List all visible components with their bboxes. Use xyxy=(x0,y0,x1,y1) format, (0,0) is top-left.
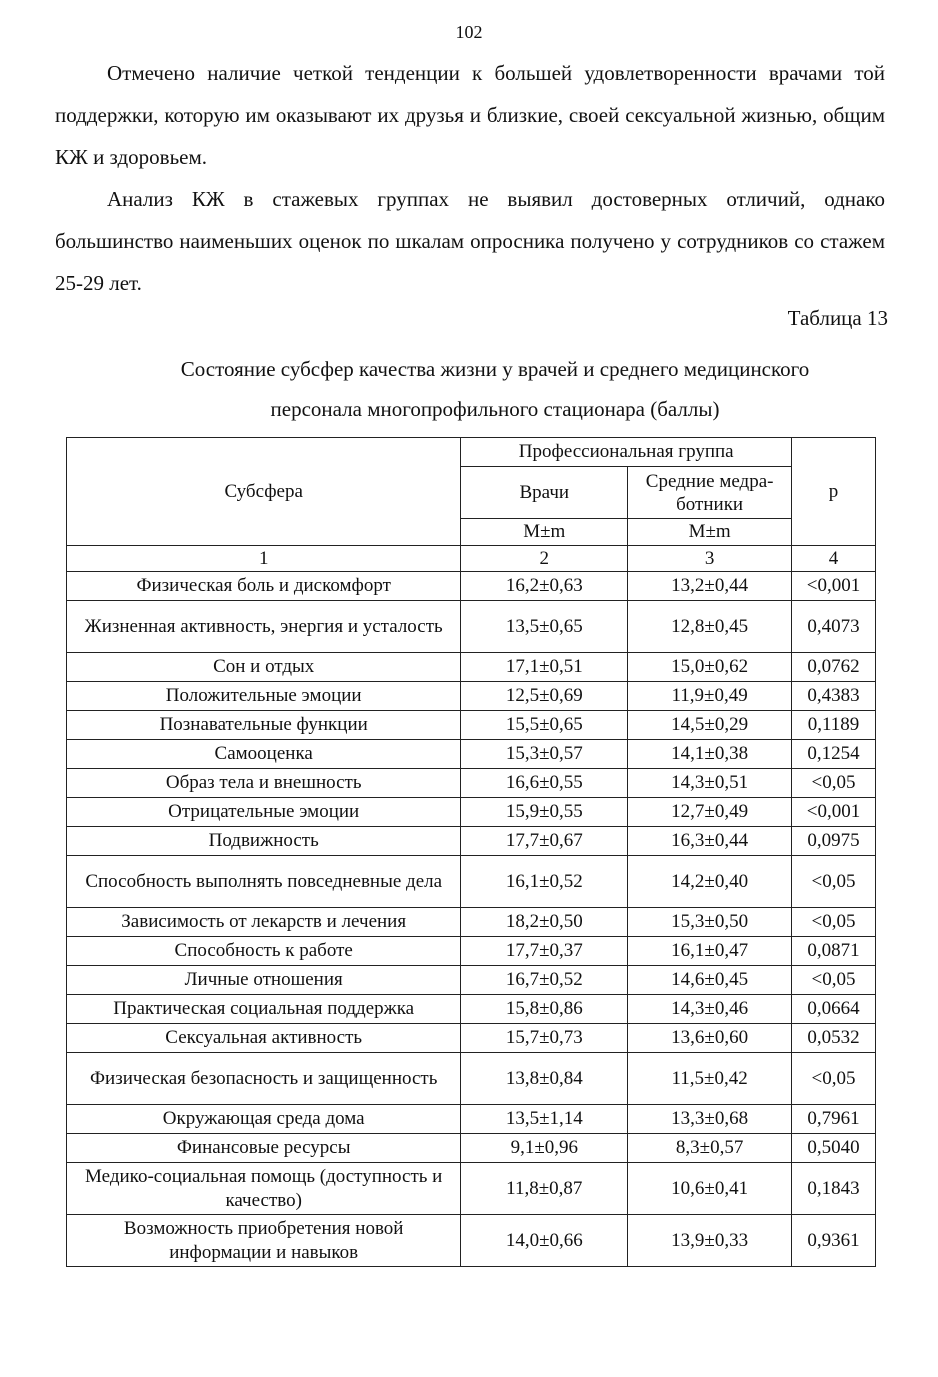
cell-doctors: 16,7±0,52 xyxy=(461,966,628,995)
cell-doctors: 12,5±0,69 xyxy=(461,682,628,711)
cell-p-value: 0,1254 xyxy=(792,740,876,769)
table-title xyxy=(90,349,900,429)
cell-subsphere: Сон и отдых xyxy=(67,653,461,682)
cell-doctors: 17,7±0,67 xyxy=(461,827,628,856)
cell-p-value: 0,4073 xyxy=(792,601,876,653)
cell-p-value: 0,5040 xyxy=(792,1134,876,1163)
cell-doctors: 9,1±0,96 xyxy=(461,1134,628,1163)
cell-p-value: <0,001 xyxy=(792,798,876,827)
table-title-line-1: Состояние субсфер качества жизни у врачей и среднего медицинского xyxy=(180,357,810,381)
cell-subsphere: Положительные эмоции xyxy=(67,682,461,711)
cell-p-value: <0,05 xyxy=(792,1053,876,1105)
cell-subsphere: Окружающая среда дома xyxy=(67,1105,461,1134)
cell-subsphere: Подвижность xyxy=(67,827,461,856)
cell-p-value: 0,9361 xyxy=(792,1215,876,1267)
paragraph-1: Отмечено наличие четкой тенденции к большей удовлетворенности врачами той поддержки, которую им оказывают их друзья и близкие, своей сексуальной жизнью, общим КЖ и здоровьем. xyxy=(55,61,885,169)
table-title-line-2: персонала многопрофильного стационара (баллы) xyxy=(270,397,720,421)
cell-nurses: 15,0±0,62 xyxy=(628,653,792,682)
cell-p-value: 0,1843 xyxy=(792,1163,876,1215)
page-number: 102 xyxy=(455,22,483,42)
cell-p-value: 0,0532 xyxy=(792,1024,876,1053)
cell-subsphere: Практическая социальная поддержка xyxy=(67,995,461,1024)
table-row xyxy=(67,601,876,653)
cell-doctors: 14,0±0,66 xyxy=(461,1215,628,1267)
cell-nurses: 14,6±0,45 xyxy=(628,966,792,995)
cell-subsphere: Самооценка xyxy=(67,740,461,769)
header-professional-group: Профессиональная группа xyxy=(461,438,792,467)
cell-nurses: 14,3±0,46 xyxy=(628,995,792,1024)
cell-subsphere: Медико-социальная помощь (доступность и качество) xyxy=(67,1163,461,1215)
cell-nurses: 13,9±0,33 xyxy=(628,1215,792,1267)
cell-subsphere: Способность выполнять повседневные дела xyxy=(67,856,461,908)
cell-p-value: 0,0664 xyxy=(792,995,876,1024)
table-row xyxy=(67,653,876,682)
column-number-1: 1 xyxy=(67,546,461,572)
header-row-numbers xyxy=(67,546,876,572)
cell-subsphere: Способность к работе xyxy=(67,937,461,966)
cell-p-value: 0,0762 xyxy=(792,653,876,682)
cell-nurses: 12,8±0,45 xyxy=(628,601,792,653)
cell-doctors: 15,9±0,55 xyxy=(461,798,628,827)
cell-subsphere: Физическая безопасность и защищенность xyxy=(67,1053,461,1105)
cell-doctors: 17,1±0,51 xyxy=(461,653,628,682)
cell-p-value: <0,05 xyxy=(792,769,876,798)
cell-nurses: 12,7±0,49 xyxy=(628,798,792,827)
cell-nurses: 13,3±0,68 xyxy=(628,1105,792,1134)
cell-p-value: 0,7961 xyxy=(792,1105,876,1134)
cell-doctors: 16,1±0,52 xyxy=(461,856,628,908)
cell-p-value: <0,001 xyxy=(792,572,876,601)
cell-nurses: 14,1±0,38 xyxy=(628,740,792,769)
table-row xyxy=(67,827,876,856)
cell-subsphere: Познавательные функции xyxy=(67,711,461,740)
table-row xyxy=(67,856,876,908)
table-row xyxy=(67,740,876,769)
table-row xyxy=(67,966,876,995)
cell-nurses: 16,3±0,44 xyxy=(628,827,792,856)
table-row xyxy=(67,769,876,798)
cell-nurses: 14,3±0,51 xyxy=(628,769,792,798)
header-row-group xyxy=(67,438,876,467)
table-row xyxy=(67,1024,876,1053)
table-row xyxy=(67,1215,876,1267)
cell-nurses: 14,5±0,29 xyxy=(628,711,792,740)
cell-nurses: 13,6±0,60 xyxy=(628,1024,792,1053)
cell-p-value: 0,1189 xyxy=(792,711,876,740)
data-table xyxy=(66,437,876,1267)
cell-doctors: 13,5±1,14 xyxy=(461,1105,628,1134)
table-row xyxy=(67,937,876,966)
cell-p-value: 0,4383 xyxy=(792,682,876,711)
cell-p-value: <0,05 xyxy=(792,856,876,908)
cell-doctors: 13,8±0,84 xyxy=(461,1053,628,1105)
cell-doctors: 16,6±0,55 xyxy=(461,769,628,798)
column-number-4: 4 xyxy=(792,546,876,572)
header-stat-nurses: M±m xyxy=(628,519,792,546)
cell-nurses: 14,2±0,40 xyxy=(628,856,792,908)
cell-nurses: 11,9±0,49 xyxy=(628,682,792,711)
cell-subsphere: Личные отношения xyxy=(67,966,461,995)
cell-doctors: 17,7±0,37 xyxy=(461,937,628,966)
cell-doctors: 15,5±0,65 xyxy=(461,711,628,740)
cell-doctors: 18,2±0,50 xyxy=(461,908,628,937)
cell-nurses: 13,2±0,44 xyxy=(628,572,792,601)
table-row xyxy=(67,1105,876,1134)
cell-p-value: <0,05 xyxy=(792,966,876,995)
cell-doctors: 15,7±0,73 xyxy=(461,1024,628,1053)
cell-subsphere: Зависимость от лекарств и лечения xyxy=(67,908,461,937)
column-number-3: 3 xyxy=(628,546,792,572)
cell-p-value: 0,0871 xyxy=(792,937,876,966)
header-nurses: Средние медра-ботники xyxy=(628,467,792,519)
column-number-2: 2 xyxy=(461,546,628,572)
cell-doctors: 16,2±0,63 xyxy=(461,572,628,601)
cell-nurses: 15,3±0,50 xyxy=(628,908,792,937)
table-row xyxy=(67,908,876,937)
cell-p-value: <0,05 xyxy=(792,908,876,937)
cell-subsphere: Возможность приобретения новой информации и навыков xyxy=(67,1215,461,1267)
header-p: p xyxy=(792,438,876,546)
cell-subsphere: Образ тела и внешность xyxy=(67,769,461,798)
header-stat-doctors: M±m xyxy=(461,519,628,546)
table-row xyxy=(67,1134,876,1163)
header-subsphere: Субсфера xyxy=(67,438,461,546)
table-row xyxy=(67,1163,876,1215)
table-row xyxy=(67,711,876,740)
cell-doctors: 15,8±0,86 xyxy=(461,995,628,1024)
table-row xyxy=(67,572,876,601)
cell-nurses: 11,5±0,42 xyxy=(628,1053,792,1105)
table-label: Таблица 13 xyxy=(787,306,888,330)
cell-subsphere: Финансовые ресурсы xyxy=(67,1134,461,1163)
table-row xyxy=(67,798,876,827)
cell-subsphere: Жизненная активность, энергия и усталость xyxy=(67,601,461,653)
cell-subsphere: Отрицательные эмоции xyxy=(67,798,461,827)
cell-nurses: 8,3±0,57 xyxy=(628,1134,792,1163)
header-doctors: Врачи xyxy=(461,467,628,519)
cell-nurses: 16,1±0,47 xyxy=(628,937,792,966)
cell-doctors: 15,3±0,57 xyxy=(461,740,628,769)
table-row xyxy=(67,995,876,1024)
cell-nurses: 10,6±0,41 xyxy=(628,1163,792,1215)
cell-doctors: 13,5±0,65 xyxy=(461,601,628,653)
cell-subsphere: Физическая боль и дискомфорт xyxy=(67,572,461,601)
cell-subsphere: Сексуальная активность xyxy=(67,1024,461,1053)
cell-doctors: 11,8±0,87 xyxy=(461,1163,628,1215)
table-row xyxy=(67,682,876,711)
cell-p-value: 0,0975 xyxy=(792,827,876,856)
paragraph-2: Анализ КЖ в стажевых группах не выявил достоверных отличий, однако большинство наименьших оценок по шкалам опросника получено у сотрудников со стажем 25-29 лет. xyxy=(55,187,885,295)
table-row xyxy=(67,1053,876,1105)
